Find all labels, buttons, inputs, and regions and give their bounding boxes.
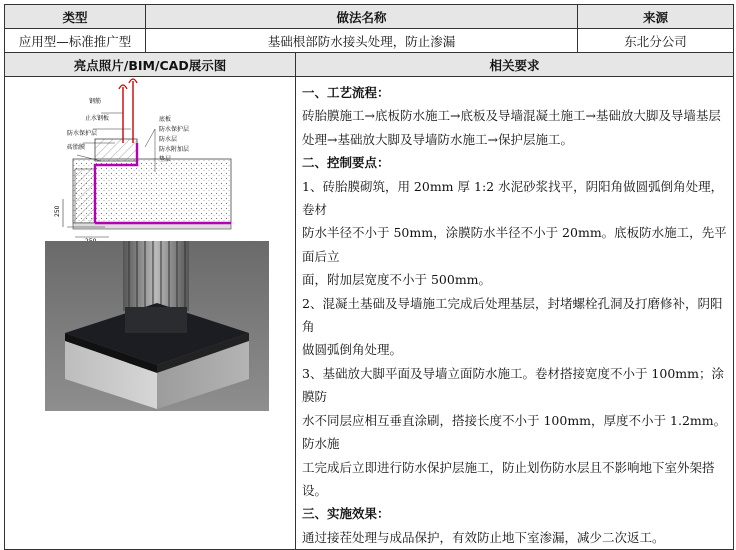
control-line-3: 面，附加层宽度不小于 500mm。 [302, 272, 492, 288]
label-brick-mould: 砖胎膜 [67, 144, 86, 151]
subheader-requirements: 相关要求 [296, 53, 734, 77]
label-protect-right: 防水保护层 [159, 126, 190, 133]
label-cushion: 垫层 [159, 156, 172, 163]
label-protect-left: 防水保护层 [67, 130, 98, 137]
spec-table [4, 4, 734, 550]
control-line-1: 1、砖胎膜砌筑，用 20mm 厚 1:2 水泥砂浆找平，阴阳角做圆弧倒角处理，卷材 [302, 178, 724, 218]
control-line-8: 工完成后立即进行防水保护层施工，防止划伤防水层且不影响地下室外架搭 [302, 459, 715, 475]
type-value: 应用型—标准推广型 [5, 29, 146, 53]
dim-vertical: 250 [54, 205, 61, 217]
header-type: 类型 [5, 5, 146, 29]
section-effect-title: 三、实施效果： [302, 506, 390, 522]
control-line-2: 防水半径不小于 50mm，涂膜防水半径不小于 20mm。底板防水施工，先平面后立 [302, 225, 727, 264]
media-cell [5, 77, 296, 550]
cad-section-drawing [5, 77, 295, 245]
label-slab: 底板 [159, 116, 172, 123]
subheader-media: 亮点照片/BIM/CAD展示图 [5, 53, 296, 77]
process-line-1: 砖胎膜施工→底板防水施工→底板及导墙混凝土施工→基础放大脚及导墙基层 [302, 108, 721, 124]
effect-line-1: 通过接茬处理与成品保护，有效防止地下室渗漏，减少二次返工。 [302, 529, 665, 545]
control-line-4: 2、混凝土基础及导墙施工完成后处理基层，封堵螺栓孔洞及打磨修补，阴阳角 [302, 295, 723, 335]
control-line-5: 做圆弧倒角处理。 [302, 342, 403, 358]
header-source: 来源 [578, 5, 734, 29]
control-line-7: 水不同层应相互垂直涂刷，搭接长度不小于 100mm，厚度不小于 1.2mm。防水施 [302, 412, 727, 452]
control-line-6: 3、基础放大脚平面及导墙立面防水施工。卷材搭接宽度不小于 100mm；涂膜防 [302, 365, 724, 405]
source-value: 东北分公司 [578, 29, 734, 53]
requirements-cell [296, 77, 734, 550]
method-value: 基础根部防水接头处理，防止渗漏 [146, 29, 578, 53]
section-control-title: 二、控制要点： [302, 155, 390, 171]
label-water-stop: 止水钢板 [85, 115, 110, 122]
control-line-9: 设。 [302, 482, 328, 498]
label-additional: 防水附加层 [159, 146, 190, 153]
section-process-title: 一、工艺流程： [302, 85, 390, 100]
header-method: 做法名称 [146, 5, 578, 29]
label-rebar: 钢筋 [89, 98, 102, 105]
bim-render-image [45, 241, 269, 411]
label-waterproof: 防水层 [159, 136, 178, 143]
process-line-2: 处理→基础放大脚及导墙防水施工→保护层施工。 [302, 131, 573, 147]
